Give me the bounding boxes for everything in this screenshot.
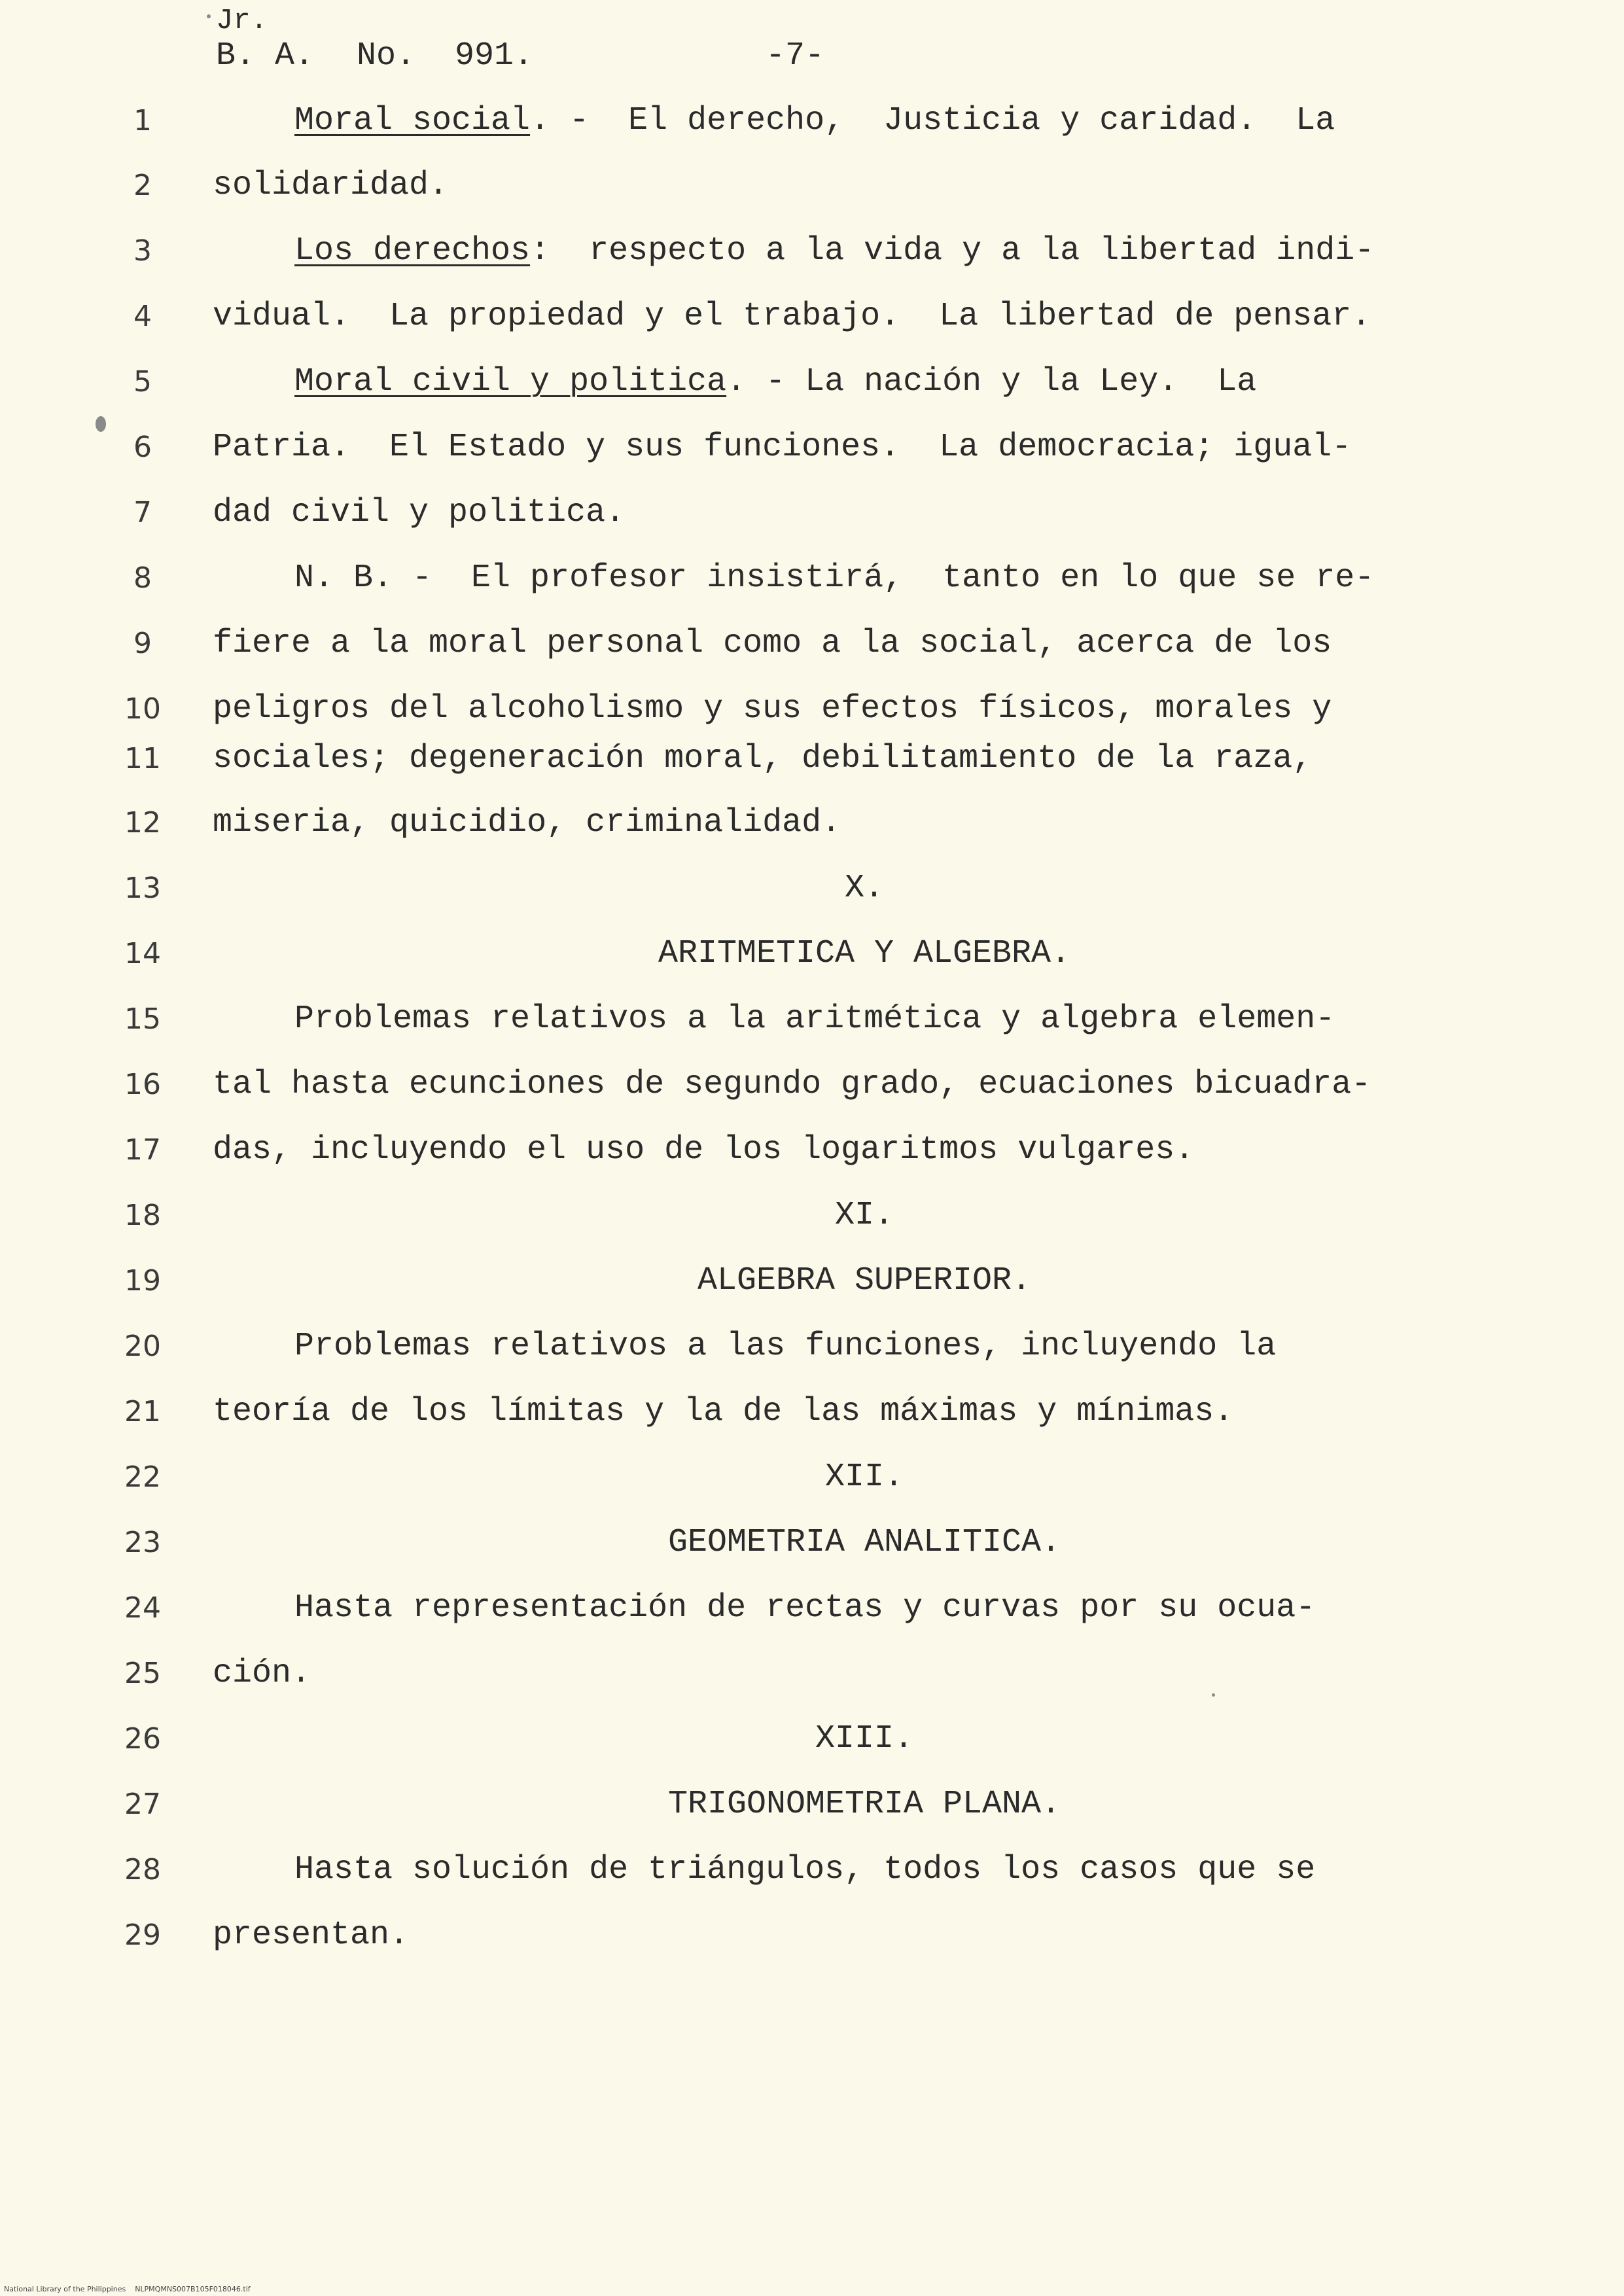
line-number: 11	[124, 742, 161, 775]
line-number: 10	[124, 692, 161, 726]
text-line: Hasta representación de rectas y curvas por su ocua-	[294, 1589, 1316, 1627]
text-line: Hasta solución de triángulos, todos los casos que se	[294, 1851, 1316, 1888]
line-number: 6	[133, 431, 152, 464]
line-number: 17	[124, 1133, 161, 1167]
line-number: 8	[133, 561, 152, 595]
text-line: presentan.	[213, 1916, 410, 1954]
line-number: 4	[133, 300, 152, 333]
text-line: fiere a la moral personal como a la social, acerca de los	[213, 625, 1332, 662]
line-number: 12	[124, 806, 161, 839]
scan-speck	[96, 416, 106, 432]
line-number: 13	[124, 872, 161, 905]
section-number: XI.	[834, 1197, 894, 1234]
line-number: 28	[124, 1853, 161, 1886]
text-line: teoría de los límitas y la de las máximas y mínimas.	[213, 1393, 1234, 1430]
text-line: das, incluyendo el uso de los logaritmos vulgares.	[213, 1131, 1195, 1169]
line-number: 2	[133, 169, 152, 202]
line-number: 23	[124, 1526, 161, 1559]
heading-los-derechos: Los derechos	[294, 232, 531, 270]
line-number: 18	[124, 1199, 161, 1232]
heading-moral-social: Moral social	[294, 102, 531, 139]
line-number: 21	[124, 1395, 161, 1428]
text-line: peligros del alcoholismo y sus efectos físicos, morales y	[213, 690, 1332, 728]
text-line: vidual. La propiedad y el trabajo. La libertad de pensar.	[213, 298, 1371, 335]
section-title: GEOMETRIA ANALITICA.	[667, 1524, 1061, 1561]
line-number: 16	[124, 1068, 161, 1101]
heading-moral-civil: Moral civil y politica	[294, 363, 727, 400]
scan-speck	[1212, 1693, 1215, 1697]
text-line: solidaridad.	[213, 167, 449, 204]
line-number: 24	[124, 1591, 161, 1625]
section-number: XIII.	[815, 1720, 914, 1757]
line-number: 15	[124, 1002, 161, 1036]
page-number: -7-	[766, 37, 825, 75]
text-line: Moral civil y politica. - La nación y la Ley. La	[294, 363, 1257, 400]
bill-number: No. 991.	[357, 37, 534, 75]
line-number: 19	[124, 1264, 161, 1298]
text-line: tal hasta ecunciones de segundo grado, ecuaciones bicuadra-	[213, 1066, 1371, 1103]
text-line: sociales; degeneración moral, debilitamiento de la raza,	[213, 740, 1313, 777]
text-line: Problemas relativos a las funciones, incluyendo la	[294, 1328, 1277, 1365]
line-number: 1	[133, 104, 152, 137]
line-number: 20	[124, 1330, 161, 1363]
section-title: ARITMETICA Y ALGEBRA.	[658, 935, 1071, 972]
bill-label: B. A.	[216, 37, 315, 75]
line-number: 25	[124, 1657, 161, 1690]
text-line: Patria. El Estado y sus funciones. La democracia; igual-	[213, 429, 1352, 466]
text-line: N. B. - El profesor insistirá, tanto en lo que se re-	[294, 559, 1375, 597]
section-number: XII.	[824, 1458, 904, 1496]
author-suffix: Jr.	[216, 5, 268, 37]
section-title: ALGEBRA SUPERIOR.	[697, 1262, 1032, 1299]
archive-footer: National Library of the Philippines NLPMQMNS007B105F018046.tif	[4, 2285, 251, 2293]
line-number: 27	[124, 1788, 161, 1821]
line-number: 26	[124, 1722, 161, 1756]
section-number: X.	[844, 870, 884, 907]
line-number: 29	[124, 1918, 161, 1952]
line-number: 14	[124, 937, 161, 970]
line-number: 7	[133, 496, 152, 529]
text-line: ción.	[213, 1655, 311, 1692]
text-line: Problemas relativos a la aritmética y algebra elemen-	[294, 1000, 1335, 1038]
text-line: dad civil y politica.	[213, 494, 626, 531]
scan-speck	[207, 14, 211, 18]
text-line: miseria, quicidio, criminalidad.	[213, 804, 841, 841]
line-number: 22	[124, 1460, 161, 1494]
line-number: 9	[133, 627, 152, 660]
section-title: TRIGONOMETRIA PLANA.	[667, 1786, 1061, 1823]
line-number: 3	[133, 234, 152, 268]
text-line: Los derechos: respecto a la vida y a la libertad indi-	[294, 232, 1375, 270]
line-number: 5	[133, 365, 152, 398]
text-line: Moral social. - El derecho, Justicia y caridad. La	[294, 102, 1335, 139]
